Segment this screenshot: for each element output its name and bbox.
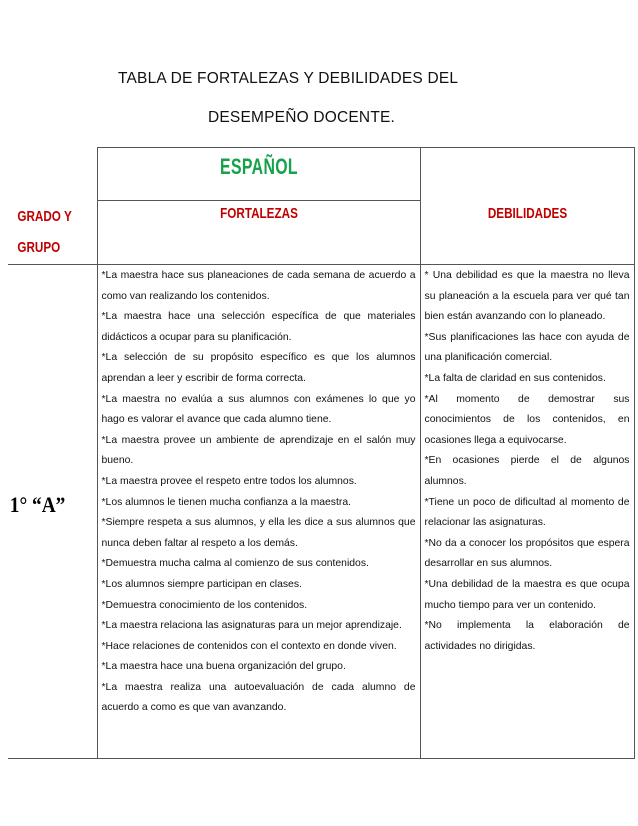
fortaleza-item: *Hace relaciones de contenidos con el contexto en donde viven. bbox=[101, 640, 397, 652]
fortaleza-item: *La maestra hace una selección específica de que materiales didácticos a ocupar para su planificación. bbox=[101, 311, 416, 343]
fortaleza-item: *Demuestra mucha calma al comienzo de sus contenidos. bbox=[101, 558, 369, 570]
fortaleza-item: *La selección de su propósito específico es que los alumnos aprendan a leer y escribir de forma correcta. bbox=[101, 352, 416, 384]
debilidad-item: *En ocasiones pierde el de algunos alumnos. bbox=[424, 455, 630, 487]
debilidades-header: DEBILIDADES bbox=[487, 204, 567, 222]
subject-row bbox=[8, 148, 634, 201]
debilidades-list bbox=[421, 265, 634, 657]
fortaleza-item: *Los alumnos le tienen mucha confianza a la maestra. bbox=[101, 496, 352, 508]
debilidad-item: *La falta de claridad en sus contenidos. bbox=[424, 372, 606, 384]
debilidad-item: *Sus planificaciones las hace con ayuda de una planificación comercial. bbox=[424, 331, 630, 364]
debilidades-cell bbox=[420, 265, 634, 759]
debilidad-item: *No da a conocer los propósitos que espera desarrollar en sus alumnos. bbox=[424, 537, 630, 570]
fortaleza-item: *La maestra relaciona las asignaturas para un mejor aprendizaje. bbox=[101, 620, 402, 632]
header-row bbox=[8, 201, 634, 265]
fortalezas-header: FORTALEZAS bbox=[219, 205, 298, 222]
debilidad-item: *Al momento de demostrar sus conocimientos de los contenidos, en ocasiones llega a equivocarse. bbox=[424, 393, 630, 446]
subject-heading: ESPAÑOL bbox=[219, 154, 298, 179]
fortaleza-item: *Siempre respeta a sus alumnos, y ella les dice a sus alumnos que nunca deben faltar al respeto a los demás. bbox=[101, 517, 416, 549]
subject-cell bbox=[97, 148, 420, 201]
fortaleza-item: *La maestra no evalúa a sus alumnos con exámenes lo que yo hago es valorar el avance que cada alumno tiene. bbox=[101, 393, 416, 426]
fortaleza-item: *Los alumnos siempre participan en clases. bbox=[101, 578, 302, 590]
group-cell bbox=[8, 265, 97, 759]
grado-header-line-2: GRUPO bbox=[17, 238, 61, 256]
fortaleza-item: *Demuestra conocimiento de los contenidos. bbox=[101, 599, 308, 611]
debilidad-item: *Tiene un poco de dificultad al momento de relacionar las asignaturas. bbox=[424, 496, 630, 529]
document-title-line-2: DESEMPEÑO DOCENTE. bbox=[208, 109, 396, 126]
debilidades-header-cell bbox=[420, 201, 634, 265]
fortaleza-item: *La maestra provee un ambiente de aprendizaje en el salón muy bueno. bbox=[101, 434, 416, 467]
fortalezas-cell bbox=[97, 265, 420, 759]
debilidad-item: *No implementa la elaboración de actividades no dirigidas. bbox=[424, 620, 630, 652]
fortaleza-item: *La maestra realiza una autoevaluación de cada alumno de acuerdo a como es que van avanzando. bbox=[101, 681, 416, 714]
fortaleza-item: *La maestra provee el respeto entre todos los alumnos. bbox=[101, 475, 357, 487]
grado-header-cell bbox=[8, 201, 97, 265]
fortaleza-item: *La maestra hace sus planeaciones de cada semana de acuerdo a como van realizando los contenidos. bbox=[101, 270, 416, 302]
fortalezas-list bbox=[98, 265, 420, 719]
fortalezas-header-cell bbox=[97, 201, 420, 265]
fortalezas-debilidades-table bbox=[8, 147, 635, 759]
fortaleza-item: *La maestra hace una buena organización del grupo. bbox=[101, 661, 346, 673]
document-title-line-1: TABLA DE FORTALEZAS Y DEBILIDADES DEL bbox=[118, 70, 459, 87]
debilidad-item: *Una debilidad de la maestra es que ocupa mucho tiempo para ver un contenido. bbox=[424, 578, 630, 611]
group-label: 1° “A” bbox=[9, 492, 66, 517]
group-row bbox=[8, 265, 634, 759]
grado-header-line-1: GRADO Y bbox=[17, 207, 72, 225]
debilidad-item: * Una debilidad es que la maestra no lleva su planeación a la escuela para ver qué tan bien están avanzando con lo planeado. bbox=[424, 270, 630, 323]
